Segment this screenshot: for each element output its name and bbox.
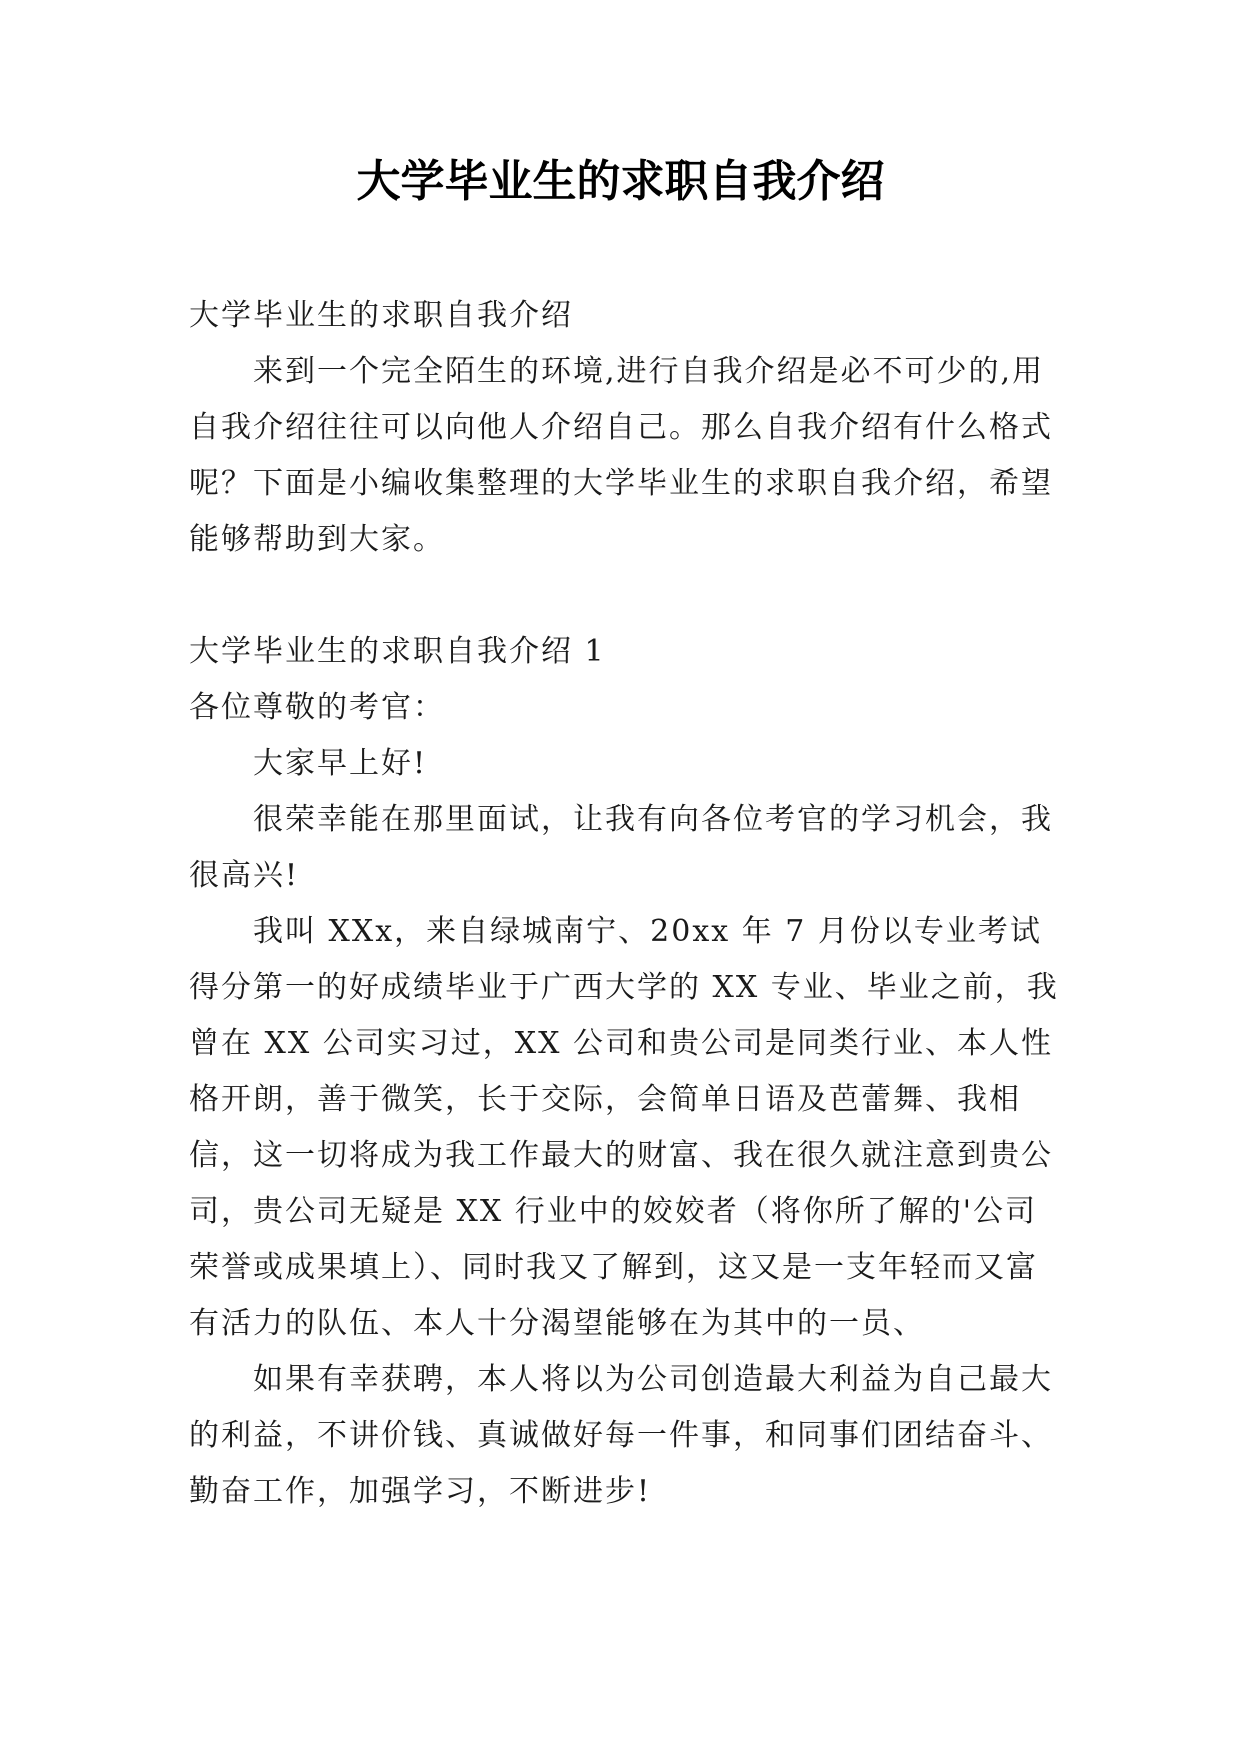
section1-heading: 大学毕业生的求职自我介绍 1 — [189, 634, 606, 669]
body-paragraph: 很荣幸能在那里面试，让我有向各位考官的学习机会，我很高兴! — [189, 802, 1053, 893]
body-paragraph: 我叫 XXx，来自绿城南宁、20xx 年 7 月份以专业考试得分第一的好成绩毕业于广西大学的 XX 专业、毕业之前，我曾在 XX 公司实习过，XX 公司和贵公司是同类行业、本人性格开朗，善于微笑，长于交际，会简单日语及芭蕾舞、我相信，这一切将成为我工作最大的财富、我在很久就注意到贵公司，贵公司无疑是 XX 行业中的姣姣者（将你所了解的'公司荣誉或成果填上）、同时我又了解到，这又是一支年轻而又富有活力的队伍、本人十分渴望能够在为其中的一员、 — [189, 914, 1059, 1341]
greeting: 大家早上好! — [253, 746, 428, 781]
body-paragraph: 如果有幸获聘，本人将以为公司创造最大利益为自己最大的利益，不讲价钱、真诚做好每一件事，和同事们团结奋斗、勤奋工作，加强学习，不断进步! — [189, 1362, 1053, 1509]
section-spacer — [189, 568, 1069, 624]
intro-heading: 大学毕业生的求职自我介绍 — [189, 298, 573, 333]
salutation: 各位尊敬的考官： — [189, 690, 445, 725]
intro-paragraph: 来到一个完全陌生的环境,进行自我介绍是必不可少的,用自我介绍往往可以向他人介绍自己。那么自我介绍有什么格式呢？下面是小编收集整理的大学毕业生的求职自我介绍，希望能够帮助到大家。 — [189, 354, 1053, 557]
document-title: 大学毕业生的求职自我介绍 — [356, 156, 885, 207]
document-body — [189, 288, 1069, 1520]
